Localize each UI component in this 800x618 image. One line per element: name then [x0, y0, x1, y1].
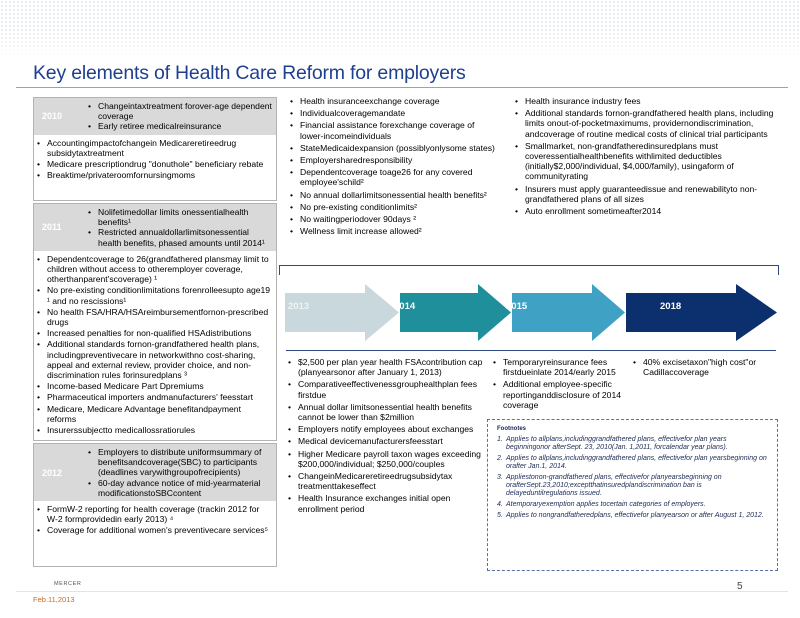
arrow-2013-label: 2013 [288, 301, 310, 312]
list-item: • Insurers must apply guaranteedissue and renewabilityto non-grandfathered plans of all sizes [515, 184, 775, 204]
footnote [497, 436, 771, 452]
year-panel-header [34, 444, 276, 501]
list-item: • Smallmarket, non-grandfatheredinsuredplans must coveressentialhealthbenefits withlimited deductibles (initially$2,000/individual, $4,000/family), usingaform of communityrating [515, 141, 775, 182]
list-item: • Individualcoveragemandate [290, 108, 495, 118]
list-item: • Pharmaceutical importers andmanufacturers' feesstart [37, 392, 272, 402]
list-item: • Employersharedresponsibility [290, 155, 495, 165]
list-item: • Temporaryreinsurance fees firstdueinlate 2014/early 2015 [493, 357, 628, 377]
list-item: • Higher Medicare payroll taxon wages exceeding $200,000/individual; $250,000/couples [288, 449, 488, 469]
list-item: • Additional employee-specific reportinganddisclosure of 2014 coverage [493, 379, 628, 410]
footer-date: Feb.11,2013 [33, 595, 75, 604]
arrow-2014-label: 2014 [394, 301, 416, 312]
2014-items-right [515, 96, 775, 218]
footnote-number: 5. [497, 512, 503, 519]
footnote-text: Appliestonon-grandfathered plans, effectivefor planyearsbeginning on orafterSept.23,2010;exceptthatinsuredplandiscrimination ban is delayeduntilregulations issued. [506, 474, 722, 497]
arrow-2018 [626, 284, 778, 341]
list-item: • Additional standards fornon-grandfathered health plans, including limits onout-of-pocketmaximums, providernondiscrimination, andcoverage of routine medical costs of clinical trial participants [515, 108, 775, 139]
2015-items [493, 357, 628, 412]
list-item: • No pre-existing conditionlimitations forenrolleesupto age19 ¹ and no rescissions¹ [37, 285, 272, 305]
timeline-tick [279, 265, 280, 275]
header-bullet: • Employers to distribute uniformsummary of benefitsandcoverage(SBC) to participants (deadlines varywithgroupofrecipients) [88, 447, 272, 478]
slide-title: Key elements of Health Care Reform for employers [33, 62, 466, 84]
footnote-text: Applies to allplans,includinggrandfathered plans, effectivefor plan yearsbeginning on orafter Jan.1, 2014. [506, 455, 767, 470]
timeline-bracket-line [279, 265, 779, 266]
year-panel-body [34, 501, 276, 540]
dot-pattern-fade [0, 30, 800, 60]
list-item: • 40% excisetaxon"high cost"or Cadillaccoverage [633, 357, 773, 377]
list-item: • Accountingimpactofchangein Medicareretireedrug subsidytaxtreatment [37, 138, 272, 158]
list-item: • Health insuranceexchange coverage [290, 96, 495, 106]
company-logo-text: MERCER [54, 581, 82, 587]
footnote [497, 455, 771, 471]
year-label: 2010 [42, 111, 63, 122]
footnote-number: 2. [497, 455, 503, 462]
footnote-number: 3. [497, 474, 503, 481]
page-number: 5 [737, 581, 743, 592]
list-item: • Dependentcoverage to 26(grandfathered plansmay limit to children without access to otheremployer coverage, otherthanparent'scoverage) ¹ [37, 254, 272, 285]
list-item: • StateMedicaidexpansion (possiblyonlysome states) [290, 143, 495, 153]
list-item: • Annual dollar limitsonessential health benefits cannot be lower than $2million [288, 402, 488, 422]
footnote-number: 4. [497, 501, 503, 508]
list-item: • Income-based Medicare Part Dpremiums [37, 381, 272, 391]
timeline-tick [778, 265, 779, 275]
header-bullet: • 60-day advance notice of mid-yearmaterial modificationstoSBCcontent [88, 478, 272, 498]
footnote-number: 1. [497, 436, 503, 443]
list-item: • ChangeinMedicareretireedrugsubsidytax treatmenttakeseffect [288, 471, 488, 491]
header-bullet: • Early retiree medicalreinsurance [88, 121, 272, 131]
arrow-2013 [285, 284, 400, 341]
footnotes-box [487, 419, 778, 571]
list-item: • Additional standards fornon-grandfathered health plans, includingpreventivecare in networkwithno cost-sharing, appeal and external review, provider choice, and non-discrimination rules forinsuredplans ³ [37, 339, 272, 380]
header-bullet: • Changeintaxtreatment forover-age dependent coverage [88, 101, 272, 121]
footnote-text: Applies to nongrandfatheredplans, effectivefor planyearson or after August 1, 2012. [506, 512, 764, 519]
left-year-panels [33, 97, 277, 567]
footnote [497, 474, 771, 498]
list-item: • Auto enrollment sometimeafter2014 [515, 206, 775, 216]
list-item: • $2,500 per plan year health FSAcontribution cap (planyearsonor after January 1, 2013) [288, 357, 488, 377]
2014-items-left [290, 96, 495, 238]
year-panel-2010 [33, 97, 277, 201]
list-item: • Comparativeeffectivenessgrouphealthplan fees firstdue [288, 379, 488, 399]
list-item: • Medicare, Medicare Advantage benefitandpayment reforms [37, 404, 272, 424]
list-item: • Insurerssubjectto medicallossratiorules [37, 425, 272, 435]
arrow-2015-label: 2015 [506, 301, 528, 312]
list-item: • Health Insurance exchanges initial open enrollment period [288, 493, 488, 513]
list-item: • Dependentcoverage toage26 for any covered employee'schild² [290, 167, 495, 187]
list-item: • Health insurance industry fees [515, 96, 775, 106]
year-label: 2011 [42, 222, 62, 233]
list-item: • Wellness limit increase allowed² [290, 226, 495, 236]
list-item: • Increased penalties for non-qualified HSAdistributions [37, 328, 272, 338]
list-item: • No waitingperiodover 90days ² [290, 214, 495, 224]
year-panel-body [34, 251, 276, 439]
footnote-text: Atemporaryexemption applies tocertain categories of employers. [506, 501, 706, 508]
header-bullet: • Restricted annualdollarlimitsonessential health benefits, phased amounts until 2014¹ [88, 227, 272, 247]
footnote [497, 501, 771, 509]
year-panel-header [34, 98, 276, 135]
2018-items [633, 357, 773, 379]
title-divider [16, 87, 788, 88]
arrow-2015 [512, 284, 626, 341]
arrow-2014 [400, 284, 512, 341]
timeline-bottom-line [286, 350, 776, 351]
year-panel-body [34, 135, 276, 185]
list-item: • Employers notify employees about exchanges [288, 424, 488, 434]
2013-items [288, 357, 488, 516]
list-item: • Medicare prescriptiondrug "donuthole" beneficiary rebate [37, 159, 272, 169]
year-label: 2012 [42, 467, 63, 478]
list-item: • FormW-2 reporting for health coverage (trackin 2012 for W-2 formprovidedin early 2013) ⁴ [37, 504, 272, 524]
header-bullet: • Nolifetimedollar limits onessentialhealth benefits¹ [88, 207, 272, 227]
list-item: • No annual dollarlimitsonessential health benefits² [290, 190, 495, 200]
year-panel-2012 [33, 443, 277, 567]
footnote-text: Applies to allplans,includinggrandfathered plans, effectivefor plan years beginningonor afterSept. 23, 2010(Jan. 1,2011, forcalendar year plans). [506, 436, 728, 451]
list-item: • Financial assistance forexchange coverage of lower-incomeindividuals [290, 120, 495, 140]
list-item: • No health FSA/HRA/HSAreimbursementfornon-prescribed drugs [37, 307, 272, 327]
list-item: • Breaktime/privateroomfornursingmoms [37, 170, 272, 180]
year-panel-2011 [33, 203, 277, 441]
arrow-2018-label: 2018 [660, 301, 682, 312]
footnote [497, 512, 771, 520]
footnotes-title: Footnotes [497, 426, 526, 432]
list-item: • Medical devicemanufacturersfeesstart [288, 436, 488, 446]
list-item: • No pre-existing conditionlimits² [290, 202, 495, 212]
footer-divider [16, 591, 788, 592]
year-panel-header [34, 204, 276, 251]
list-item: • Coverage for additional women's preventivecare services⁵ [37, 525, 272, 535]
